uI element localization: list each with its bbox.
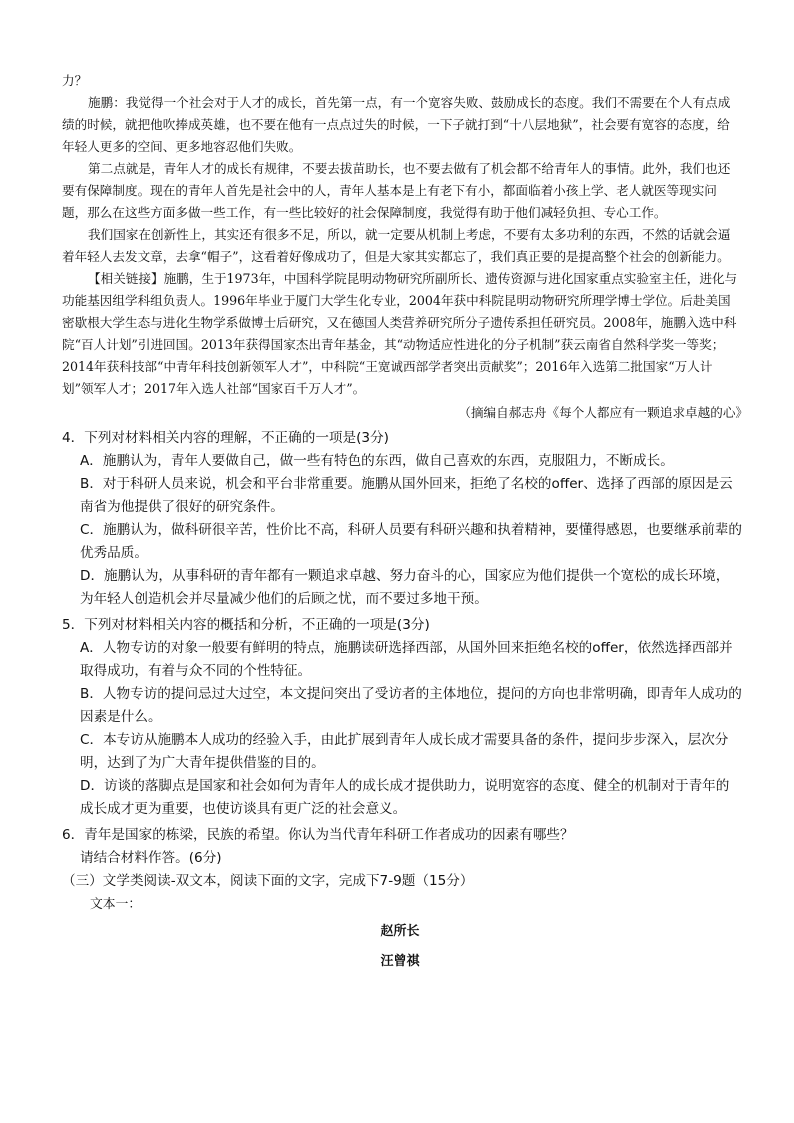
option-c: C．本专访从施鹏本人成功的经验入手，由此扩展到青年人成长成才需要具备的条件，提问步步深入，层次分明，达到了为广大青年提供借鉴的目的。 (80, 732, 729, 771)
option-a: A．人物专访的对象一般要有鲜明的特点，施鹏读研选择西部，从国外回来拒绝名校的offer，依然选择西部并取得成功，有着与众不同的个性特征。 (80, 640, 733, 679)
question-note: 请结合材料作答。(6分) (80, 850, 222, 866)
question-6 (62, 824, 742, 870)
question-4 (62, 427, 742, 611)
exam-page (62, 70, 748, 977)
related-link-paragraph: 【相关链接】施鹏，生于1973年，中国科学院昆明动物研究所副所长、遗传资源与进化国家重点实验室主任，进化与功能基因组学科组负责人。1996年毕业于厦门大学生化专业，2004年获中科院昆明动物研究所理学博士学位。后赴美国密歇根大学生态与进化生物学系做博士后研究，又在德国人类营养研究所分子遗传系担任研究员。2008年，施鹏入选中科院“百人计划”引进回国。2013年获得国家杰出青年基金，其“动物适应性进化的分子机制”获云南省自然科学奖一等奖；2014年获科技部“中青年科技创新领军人才”，中科院“王宽诚西部学者突出贡献奖”；2016年入选第二批国家“万人计划”领军人才；2017年入选人社部“国家百千万人才”。 (62, 271, 738, 396)
option-b: B．人物专访的提问忌过大过空，本文提问突出了受访者的主体地位，提问的方向也非常明确，即青年人成功的因素是什么。 (80, 686, 742, 725)
questions-block (62, 427, 742, 893)
option-c: C．施鹏认为，做科研很辛苦，性价比不高，科研人员要有科研兴趣和执着精神，要懂得感恩，也要继承前辈的优秀品质。 (80, 522, 742, 561)
continuation-line: 力？ (62, 73, 88, 88)
option-d: D．访谈的落脚点是国家和社会如何为青年人的成长成才提供助力，说明宽容的态度、健全的机制对于青年的成长成才更为重要，也使访谈具有更广泛的社会意义。 (80, 778, 730, 817)
interview-paragraph-3: 我们国家在创新性上，其实还有很多不足，所以，就一定要从机制上考虑，不要有太多功利的东西，不然的话就会逼着年轻人去发文章，去拿“帽子”，这看着好像成功了，但是大家其实都忘了，我们真正要的是提高整个社会的创新能力。 (62, 227, 731, 264)
text-label: 文本一： (90, 897, 142, 912)
question-stem: 5．下列对材料相关内容的概括和分析，不正确的一项是(3分) (62, 617, 430, 633)
question-5 (62, 614, 742, 821)
question-stem: 6．青年是国家的栋梁，民族的希望。你认为当代青年科研工作者成功的因素有哪些？ (62, 827, 574, 843)
source-citation: （摘编自郝志舟《每个人都应有一颗追求卓越的心》 (458, 405, 748, 420)
interview-paragraph-1: 施鹏：我觉得一个社会对于人才的成长，首先第一点，有一个宽容失败、鼓励成长的态度。我们不需要在个人有点成绩的时候，就把他吹捧成英雄，也不要在他有一点点过失的时候，一下子就打到“十八层地狱”，社会要有宽容的态度，给年轻人更多的空间、更多地容忍他们失败。 (62, 95, 731, 154)
interview-block (62, 70, 748, 424)
article-title: 赵所长 (380, 924, 420, 939)
option-d: D．施鹏认为，从事科研的青年都有一颗追求卓越、努力奋斗的心，国家应为他们提供一个宽松的成长环境，为年轻人创造机会并尽量减少他们的后顾之忧，而不要过多地干预。 (80, 568, 730, 607)
option-b: B．对于科研人员来说，机会和平台非常重要。施鹏从国外回来，拒绝了名校的offer、选择了西部的原因是云南省为他提供了很好的研究条件。 (80, 476, 733, 515)
question-stem: 4．下列对材料相关内容的理解，不正确的一项是(3分) (62, 430, 389, 446)
section-heading: （三）文学类阅读-双文本，阅读下面的文字，完成下7-9题（15分） (62, 873, 474, 889)
article-author: 汪曾祺 (380, 954, 420, 969)
option-a: A．施鹏认为，青年人要做自己，做一些有特色的东西，做自己喜欢的东西，克服阻力，不断成长。 (80, 453, 674, 469)
interview-paragraph-2: 第二点就是，青年人才的成长有规律，不要去拔苗助长，也不要去做有了机会都不给青年人的事情。此外，我们也还要有保障制度。现在的青年人首先是社会中的人，青年人基本是上有老下有小，都面临着小孩上学、老人就医等现实问题，那么在这些方面多做一些工作，有一些比较好的社会保障制度，我觉得有助于他们减轻负担、专心工作。 (62, 161, 731, 220)
